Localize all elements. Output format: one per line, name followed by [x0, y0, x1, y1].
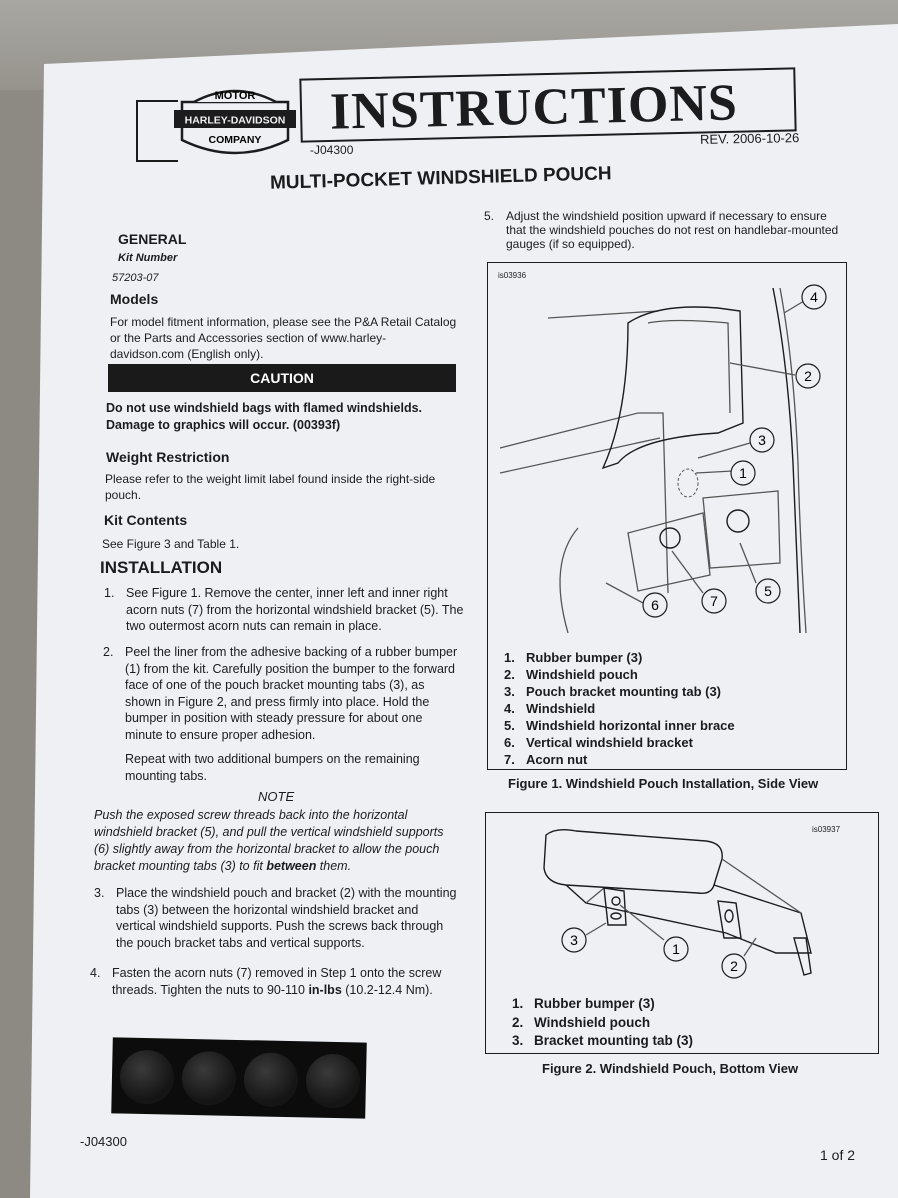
legend-item: 4. Windshield — [504, 701, 596, 716]
step-number: 2. — [103, 645, 114, 659]
revision-date: REV. 2006-10-26 — [699, 130, 800, 147]
note-text-start: Push the exposed screw threads back into the horizontal windshield bracket (5), and pull the vertical windshield supports (6) slightly away from the horizontal bracket to allow the pouch bracket mounting tabs (3) to fit — [94, 808, 444, 873]
figure-2-illustration — [486, 813, 878, 991]
rubber-bumper — [243, 1052, 298, 1107]
step-text: See Figure 1. Remove the center, inner left and inner right acorn nuts (7) from the horizontal windshield bracket (5). The two outermost acorn nuts can remain in place. — [126, 586, 464, 633]
rubber-bumper — [119, 1050, 174, 1105]
step-2 — [103, 644, 459, 784]
step-text: Fasten the acorn nuts (7) removed in Step 1 onto the screw threads. Tighten the nuts to 90-110 — [112, 966, 442, 997]
installation-heading: INSTALLATION — [100, 558, 223, 577]
figure-2-id: is03937 — [812, 825, 841, 834]
logo-bottom-text: COMPANY — [208, 134, 262, 146]
legend-item: 6. Vertical windshield bracket — [504, 735, 693, 750]
weight-restriction-heading: Weight Restriction — [106, 449, 230, 465]
legend-item: 1. Rubber bumper (3) — [512, 996, 655, 1011]
step-text: Place the windshield pouch and bracket (2) with the mounting tabs (3) between the horizontal windshield bracket and vertical windshield supports. Push the screws back through the pouch bracket tabs and vertical supports. — [116, 886, 457, 950]
step-number: 4. — [90, 966, 101, 980]
legend-item: 2. Windshield pouch — [504, 667, 638, 682]
general-heading: GENERAL — [118, 231, 187, 247]
page-number: 1 of 2 — [820, 1147, 856, 1163]
step-number: 3. — [94, 886, 105, 900]
rubber-bumper — [181, 1051, 236, 1106]
figure-1 — [487, 262, 847, 770]
step-text: Peel the liner from the adhesive backing of a rubber bumper (1) from the kit. Carefully position the bumper to the forward face of one of the pouch bracket mounting tabs (3), as shown in Figure 2, and press firmly into place. Hold the bumper in position with steady pressure for about one minute to ensure proper adhesion. — [125, 645, 458, 742]
kit-number-value: 57203-07 — [112, 272, 159, 284]
legend-item: 5. Windshield horizontal inner brace — [504, 718, 735, 733]
step-text: Adjust the windshield position upward if necessary to ensure that the windshield pouches do not rest on handlebar-mounted gauges (if so equipped). — [506, 209, 839, 251]
footer-part-number: -J04300 — [80, 1134, 127, 1149]
legend-item: 2. Windshield pouch — [512, 1014, 651, 1030]
caution-text: Do not use windshield bags with flamed windshields. Damage to graphics will occur. (00393f) — [106, 401, 423, 432]
logo-middle-text: HARLEY-DAVIDSON — [184, 114, 286, 127]
rubber-bumpers-strip — [111, 1037, 367, 1118]
step-3 — [94, 885, 460, 951]
figure-1-callout: 6 — [651, 597, 659, 613]
figure-1-legend — [504, 649, 735, 768]
figure-1-callout: 1 — [739, 465, 747, 481]
figure-1-callout: 5 — [764, 583, 772, 599]
figure-1-caption: Figure 1. Windshield Pouch Installation, Side View — [508, 776, 819, 791]
document-title: MULTI-POCKET WINDSHIELD POUCH — [269, 163, 612, 194]
figure-1-callout: 4 — [810, 289, 818, 305]
legend-item: 3. Pouch bracket mounting tab (3) — [504, 684, 722, 699]
figure-2-callout: 3 — [570, 932, 578, 948]
weight-restriction-text: Please refer to the weight limit label found inside the right-side pouch. — [105, 472, 436, 502]
step-4 — [90, 965, 460, 998]
models-heading: Models — [110, 291, 159, 307]
note-text — [94, 807, 460, 875]
torque-unit: in-lbs — [308, 982, 342, 997]
kit-contents-text: See Figure 3 and Table 1. — [102, 537, 240, 551]
legend-item: 3. Bracket mounting tab (3) — [512, 1033, 694, 1048]
legend-item: 7. Acorn nut — [504, 752, 588, 767]
figure-2-callout: 2 — [730, 958, 738, 974]
figure-2-callout: 1 — [672, 941, 680, 957]
figure-2-legend — [512, 995, 693, 1051]
step-5 — [484, 209, 840, 251]
harley-davidson-logo-icon — [172, 84, 298, 164]
models-text: For model fitment information, please see the P&A Retail Catalog or the Parts and Accessories section of www.harley-davidson.com (English only). — [110, 315, 457, 361]
logo-top-text: MOTOR — [214, 90, 256, 102]
step-number: 1. — [104, 586, 115, 600]
note-heading: NOTE — [258, 789, 295, 804]
note-text-end: them. — [316, 859, 352, 873]
step-1 — [104, 585, 471, 635]
step-text-extra: Repeat with two additional bumpers on the remaining mounting tabs. — [125, 752, 420, 783]
figure-1-id: is03936 — [498, 271, 527, 280]
figure-2 — [485, 812, 879, 1054]
figure-1-callout: 2 — [804, 368, 812, 384]
step-text-end: (10.2-12.4 Nm). — [341, 982, 433, 997]
note-emphasis: between — [266, 859, 317, 873]
legend-item: 1. Rubber bumper (3) — [504, 650, 643, 665]
kit-number-label: Kit Number — [118, 252, 178, 264]
rubber-bumper — [305, 1053, 360, 1108]
kit-contents-heading: Kit Contents — [104, 512, 188, 528]
page-title: INSTRUCTIONS — [329, 74, 739, 141]
figure-1-callout: 7 — [710, 593, 718, 609]
step-number: 5. — [484, 209, 495, 223]
figure-2-caption: Figure 2. Windshield Pouch, Bottom View — [542, 1061, 799, 1076]
part-number-top: -J04300 — [310, 143, 354, 157]
figure-1-illustration — [488, 263, 846, 643]
caution-banner: CAUTION — [108, 364, 456, 392]
figure-1-callout: 3 — [758, 432, 766, 448]
